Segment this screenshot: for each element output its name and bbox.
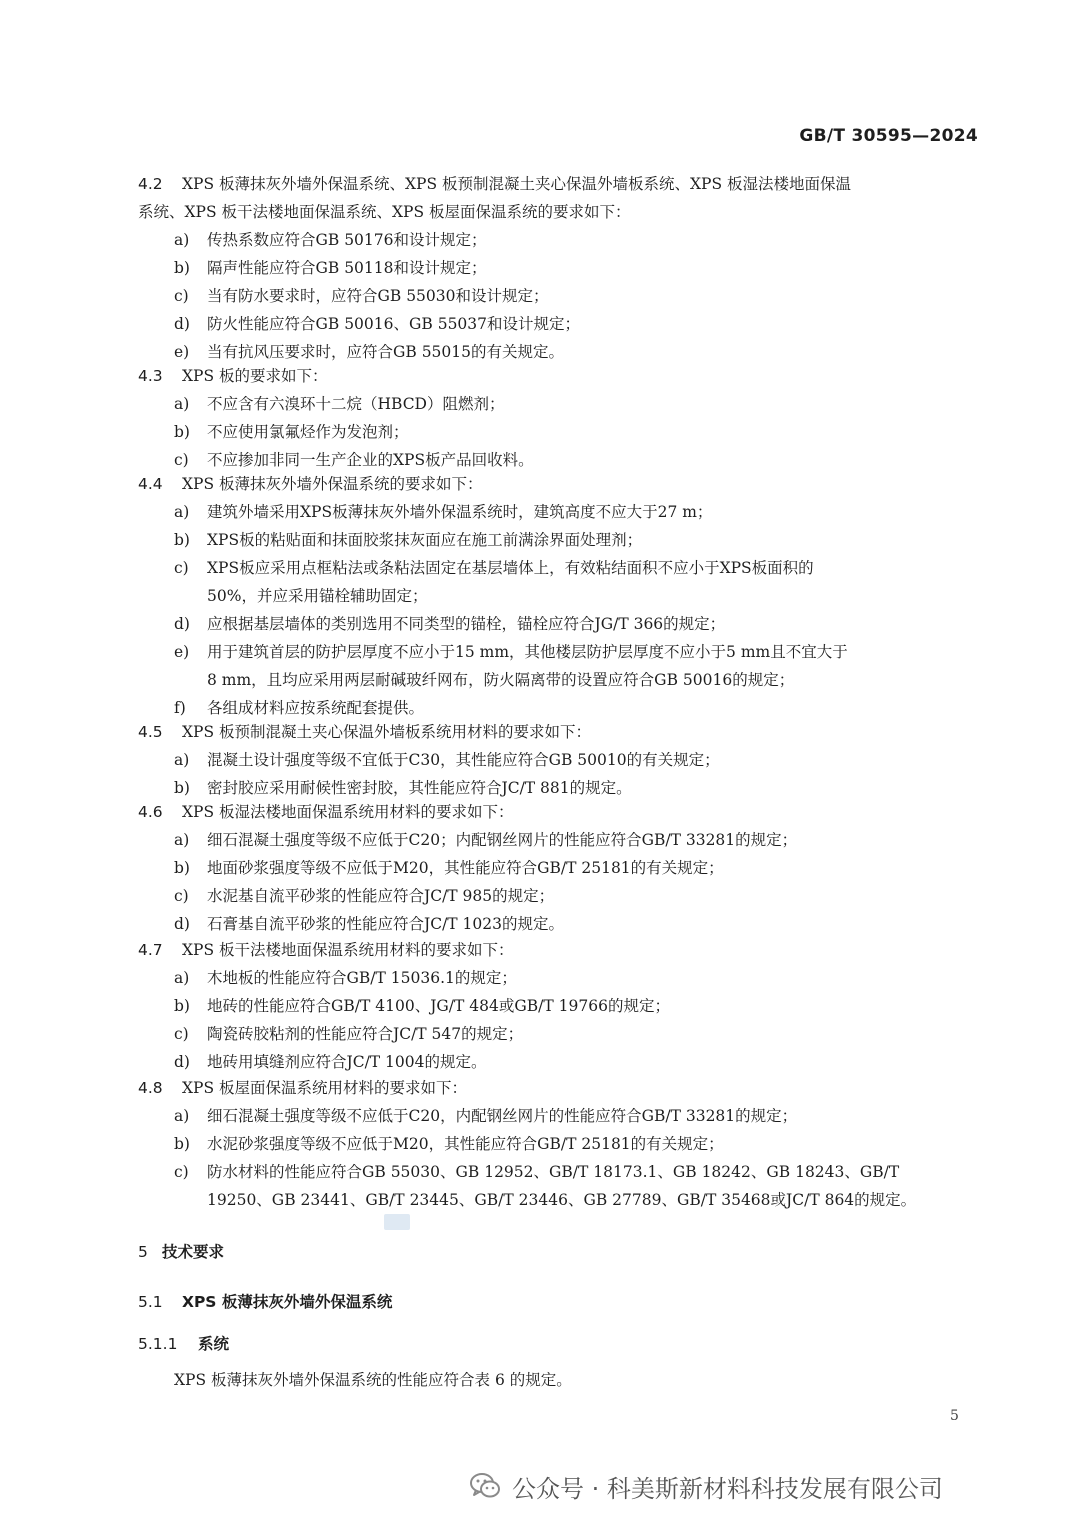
list-item — [174, 226, 980, 254]
section-number: 5.1 — [138, 1293, 163, 1311]
item-text: 用于建筑首层的防护层厚度不应小于15 mm，其他楼层防护层厚度不应小于5 mm且不宜大于 — [207, 643, 848, 661]
item-text: 防水材料的性能应符合GB 55030、GB 12952、GB/T 18173.1、GB 18242、GB 18243、GB/T — [207, 1163, 900, 1181]
clause-text: XPS 板薄抹灰外墙外保温系统的要求如下： — [182, 475, 483, 493]
list-item — [174, 1130, 980, 1158]
list-item — [174, 854, 980, 882]
list-item — [174, 1020, 980, 1048]
item-text: 不应使用氯氟烃作为发泡剂； — [207, 423, 409, 441]
clause-4-2 — [138, 170, 980, 198]
list-item — [174, 746, 980, 774]
clause-4-7 — [138, 936, 980, 964]
clause-text: XPS 板的要求如下： — [182, 367, 328, 385]
list-item — [174, 882, 980, 910]
item-mark: b) — [174, 259, 190, 277]
item-text: 各组成材料应按系统配套提供。 — [207, 699, 425, 717]
clause-number: 4.2 — [138, 175, 163, 193]
clause-4-2-line2 — [138, 198, 980, 226]
watermark — [468, 1466, 943, 1506]
clause-number: 4.4 — [138, 475, 163, 493]
item-mark: c) — [174, 887, 189, 905]
clause-text: 系统、XPS 板干法楼地面保温系统、XPS 板屋面保温系统的要求如下： — [138, 203, 631, 221]
body-paragraph: XPS 板薄抹灰外墙外保温系统的性能应符合表 6 的规定。 — [174, 1371, 572, 1389]
list-item — [174, 1158, 980, 1186]
item-mark: e) — [174, 343, 190, 361]
item-mark: b) — [174, 423, 190, 441]
item-text: 地面砂浆强度等级不应低于M20，其性能应符合GB/T 25181的有关规定； — [207, 859, 724, 877]
item-mark: b) — [174, 997, 190, 1015]
list-item — [174, 826, 980, 854]
list-item — [174, 910, 980, 938]
item-mark: a) — [174, 831, 190, 849]
list-item — [174, 390, 980, 418]
item-mark: b) — [174, 531, 190, 549]
item-text: XPS板应采用点框粘法或条粘法固定在基层墙体上，有效粘结面积不应小于XPS板面积的 — [207, 559, 814, 577]
item-text: 水泥基自流平砂浆的性能应符合JC/T 985的规定； — [207, 887, 555, 905]
item-text: 陶瓷砖胶粘剂的性能应符合JC/T 547的规定； — [207, 1025, 524, 1043]
item-mark: a) — [174, 503, 190, 521]
clause-4-5 — [138, 718, 980, 746]
item-mark: c) — [174, 451, 189, 469]
item-text: 木地板的性能应符合GB/T 15036.1的规定； — [207, 969, 517, 987]
item-text: XPS板的粘贴面和抹面胶浆抹灰面应在施工前满涂界面处理剂； — [207, 531, 643, 549]
item-mark: a) — [174, 1107, 190, 1125]
item-mark: a) — [174, 969, 190, 987]
section-number: 5.1.1 — [138, 1335, 178, 1353]
item-continuation: 19250、GB 23441、GB/T 23445、GB/T 23446、GB 27789、GB/T 35468或JC/T 864的规定。 — [207, 1191, 917, 1209]
list-item — [174, 1048, 980, 1076]
clause-number: 4.6 — [138, 803, 163, 821]
list-item — [174, 282, 980, 310]
item-mark: a) — [174, 751, 190, 769]
item-text: 不应掺加非同一生产企业的XPS板产品回收料。 — [207, 451, 534, 469]
clause-text: XPS 板干法楼地面保温系统用材料的要求如下： — [182, 941, 514, 959]
clause-4-3 — [138, 362, 980, 390]
item-text: 当有防水要求时，应符合GB 55030和设计规定； — [207, 287, 549, 305]
item-continuation: 8 mm，且均应采用两层耐碱玻纤网布，防火隔离带的设置应符合GB 50016的规定； — [207, 671, 795, 689]
item-mark: b) — [174, 859, 190, 877]
clause-text: XPS 板屋面保温系统用材料的要求如下： — [182, 1079, 468, 1097]
item-mark: b) — [174, 1135, 190, 1153]
list-item — [174, 310, 980, 338]
item-continuation: 50%，并应采用锚栓辅助固定； — [207, 587, 428, 605]
item-text: 不应含有六溴环十二烷（HBCD）阻燃剂； — [207, 395, 505, 413]
faint-stamp-icon — [384, 1214, 410, 1230]
section-title: 系统 — [198, 1335, 230, 1353]
page-number: 5 — [950, 1408, 959, 1424]
clause-number: 4.7 — [138, 941, 163, 959]
clause-number: 4.3 — [138, 367, 163, 385]
clause-text: XPS 板薄抹灰外墙外保温系统、XPS 板预制混凝土夹心保温外墙板系统、XPS 板湿法楼地面保温 — [182, 175, 852, 193]
item-mark: d) — [174, 315, 190, 333]
item-text: 防火性能应符合GB 50016、GB 55037和设计规定； — [207, 315, 581, 333]
item-text: 传热系数应符合GB 50176和设计规定； — [207, 231, 487, 249]
item-text: 地砖的性能应符合GB/T 4100、JG/T 484或GB/T 19766的规定； — [207, 997, 670, 1015]
item-mark: c) — [174, 1163, 189, 1181]
item-mark: b) — [174, 779, 190, 797]
section-heading-5-1-1 — [138, 1330, 229, 1358]
item-mark: d) — [174, 615, 190, 633]
item-mark: a) — [174, 395, 190, 413]
list-item — [174, 418, 980, 446]
clause-4-4 — [138, 470, 980, 498]
list-item — [174, 964, 980, 992]
list-item — [174, 638, 980, 666]
list-item — [174, 554, 980, 582]
item-text: 石膏基自流平砂浆的性能应符合JC/T 1023的规定。 — [207, 915, 565, 933]
item-mark: c) — [174, 287, 189, 305]
item-text: 隔声性能应符合GB 50118和设计规定； — [207, 259, 487, 277]
watermark-text: 公众号 · 科美斯新材料科技发展有限公司 — [512, 1474, 943, 1503]
section-heading-5 — [138, 1238, 224, 1266]
clause-number: 4.5 — [138, 723, 163, 741]
item-text: 混凝土设计强度等级不宜低于C30，其性能应符合GB 50010的有关规定； — [207, 751, 720, 769]
list-item — [174, 992, 980, 1020]
section-title: XPS 板薄抹灰外墙外保温系统 — [182, 1293, 393, 1311]
section-title: 技术要求 — [162, 1243, 225, 1261]
standard-number: GB/T 30595—2024 — [799, 126, 978, 146]
item-text: 细石混凝土强度等级不应低于C20，内配钢丝网片的性能应符合GB/T 33281的规定； — [207, 1107, 798, 1125]
list-item — [174, 1102, 980, 1130]
clause-4-8 — [138, 1074, 980, 1102]
item-text: 细石混凝土强度等级不应低于C20；内配钢丝网片的性能应符合GB/T 33281的规定； — [207, 831, 798, 849]
item-text: 建筑外墙采用XPS板薄抹灰外墙外保温系统时，建筑高度不应大于27 m； — [207, 503, 713, 521]
item-text: 当有抗风压要求时，应符合GB 55015的有关规定。 — [207, 343, 565, 361]
section-number: 5 — [138, 1243, 148, 1261]
list-item — [174, 498, 980, 526]
item-mark: c) — [174, 559, 189, 577]
item-text: 密封胶应采用耐候性密封胶，其性能应符合JC/T 881的规定。 — [207, 779, 632, 797]
list-item — [174, 526, 980, 554]
item-text: 应根据基层墙体的类别选用不同类型的锚栓，锚栓应符合JG/T 366的规定； — [207, 615, 726, 633]
item-mark: c) — [174, 1025, 189, 1043]
item-mark: d) — [174, 1053, 190, 1071]
item-mark: e) — [174, 643, 190, 661]
wechat-icon — [468, 1469, 502, 1503]
item-text: 地砖用填缝剂应符合JC/T 1004的规定。 — [207, 1053, 487, 1071]
item-mark: a) — [174, 231, 190, 249]
clause-text: XPS 板湿法楼地面保温系统用材料的要求如下： — [182, 803, 514, 821]
clause-number: 4.8 — [138, 1079, 163, 1097]
section-heading-5-1 — [138, 1288, 392, 1316]
clause-4-6 — [138, 798, 980, 826]
item-mark: d) — [174, 915, 190, 933]
item-text: 水泥砂浆强度等级不应低于M20，其性能应符合GB/T 25181的有关规定； — [207, 1135, 724, 1153]
clause-text: XPS 板预制混凝土夹心保温外墙板系统用材料的要求如下： — [182, 723, 592, 741]
item-mark: f) — [174, 699, 186, 717]
list-item — [174, 254, 980, 282]
list-item — [174, 610, 980, 638]
